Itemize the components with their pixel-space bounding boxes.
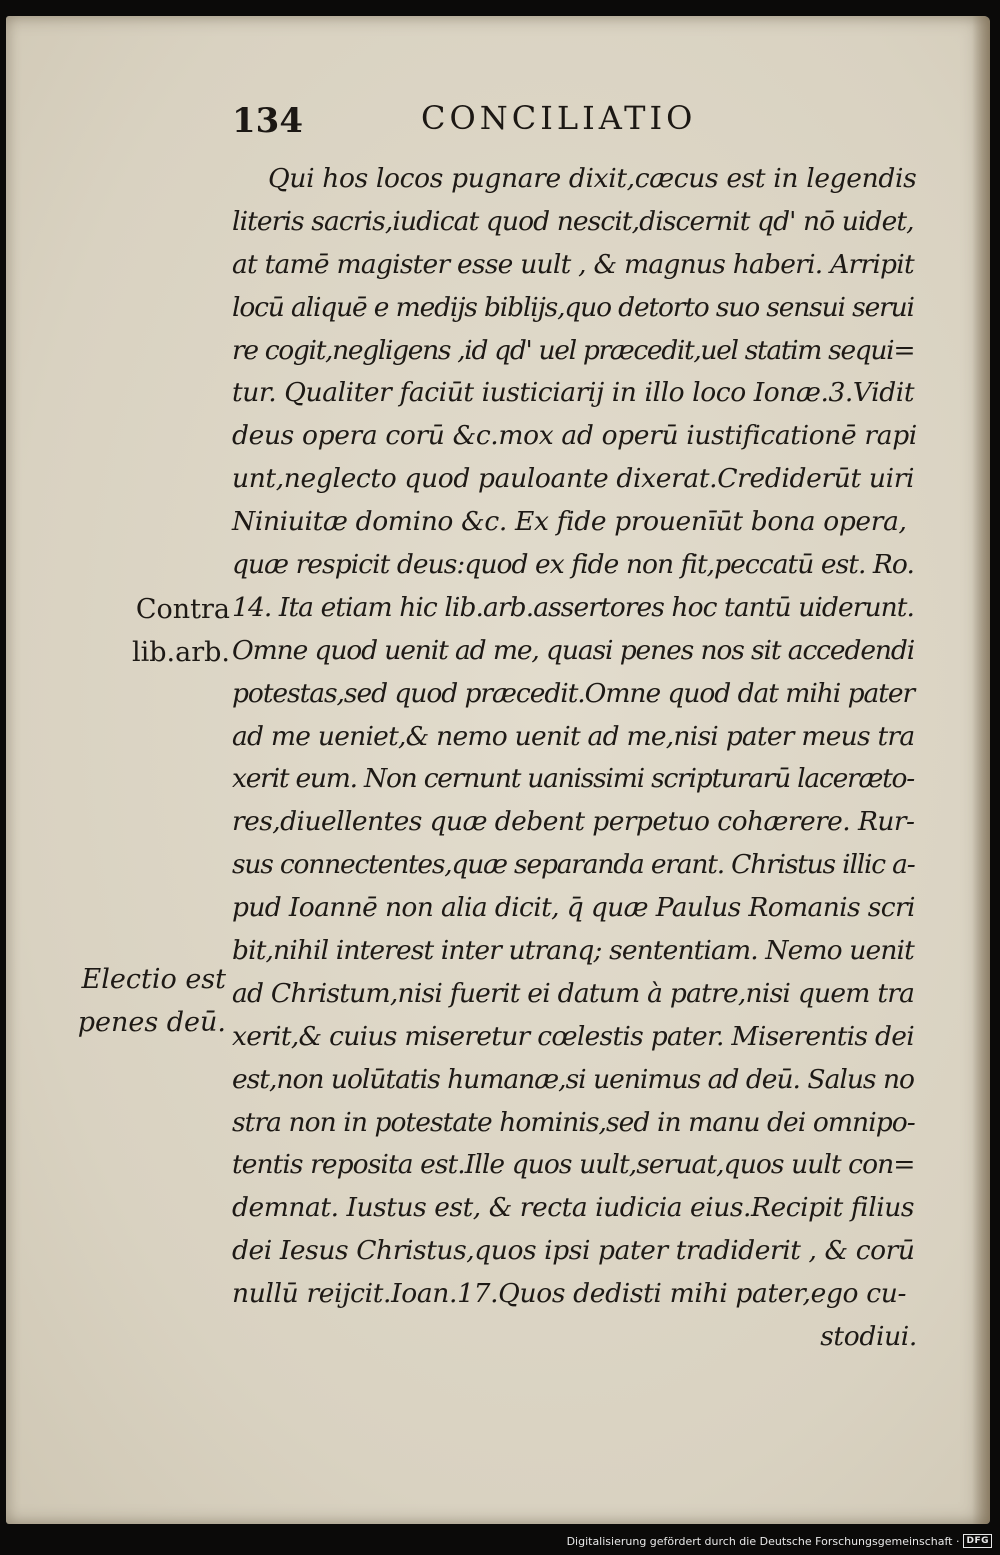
- credit-text: Digitalisierung gefördert durch die Deutsche Forschungsgemeinschaft ·: [566, 1534, 960, 1548]
- page-edge-shadow: [972, 16, 990, 1524]
- text-line: Omne quod uenit ad me, quasi penes nos sit accedendi: [232, 634, 915, 666]
- text-line: est,non uolūtatis humanæ,si uenimus ad deū. Salus no: [232, 1063, 914, 1095]
- text-line: bit,nihil interest inter utranq; sententiam. Nemo uenit: [232, 935, 914, 967]
- margin-note-line: Electio est: [81, 964, 226, 995]
- text-line: re cogit,negligens ,id qd' uel præcedit,uel statim sequi=: [232, 334, 915, 366]
- running-head: [225, 95, 725, 145]
- text-line: xerit eum. Non cernunt uanissimi scripturarū laceræto-: [232, 763, 914, 795]
- margin-note-contra: [110, 588, 230, 674]
- text-line: Niniuitæ domino &c. Ex fide prouenīūt bona opera,: [232, 506, 907, 538]
- text-line: ad me ueniet,& nemo uenit ad me,nisi pater meus tra: [232, 720, 915, 752]
- margin-note-line: lib.arb.: [131, 637, 230, 668]
- text-line: tentis reposita est.Ille quos uult,seruat,quos uult con=: [232, 1149, 915, 1181]
- text-line: tur. Qualiter faciūt iusticiarij in illo loco Ionæ.3.Vidit: [232, 377, 915, 409]
- margin-note-electio: [76, 958, 226, 1044]
- text-line: ad Christum,nisi fuerit ei datum à patre,nisi quem tra: [232, 977, 915, 1009]
- text-line: at tamē magister esse uult , & magnus haberi. Arripit: [232, 248, 914, 280]
- text-line: 14. Ita etiam hic lib.arb.assertores hoc tantū uiderunt.: [232, 591, 914, 623]
- text-line: Qui hos locos pugnare dixit,cæcus est in legendis: [268, 163, 917, 194]
- running-title: CONCILIATIO: [421, 99, 697, 137]
- text-line: deus opera corū &c.mox ad operū iustificationē rapi: [232, 420, 917, 452]
- text-line: quæ respicit deus:quod ex fide non fit,peccatū est. Ro.: [232, 549, 914, 581]
- margin-note-line: Contra: [135, 594, 230, 625]
- text-line: stra non in potestate hominis,sed in manu dei omnipo-: [232, 1106, 915, 1138]
- text-line: sus connectentes,quæ separanda erant. Christus illic a-: [232, 849, 915, 881]
- text-line: xerit,& cuius miseretur cœlestis pater. Miserentis dei: [232, 1020, 914, 1052]
- text-line: nullū reijcit.Ioan.17.Quos dedisti mihi pater,ego cu-: [232, 1278, 907, 1310]
- text-line: pud Ioannē non alia dicit, q̄ quæ Paulus Romanis scri: [232, 892, 915, 924]
- text-line: unt,neglecto quod pauloante dixerat.Crediderūt uiri: [232, 463, 915, 495]
- page-number: 134: [232, 101, 303, 141]
- body-text: [232, 158, 917, 1359]
- text-line: dei Iesus Christus,quos ipsi pater tradiderit , & corū: [232, 1235, 915, 1267]
- text-line: res,diuellentes quæ debent perpetuo cohærere. Rur-: [232, 806, 915, 838]
- margin-note-line: penes deū.: [77, 1007, 226, 1038]
- digitization-credit: [567, 1531, 992, 1551]
- text-line: locū aliquē e medijs biblijs,quo detorto suo sensui serui: [232, 291, 914, 323]
- text-line: literis sacris,iudicat quod nescit,discernit qd' nō uidet,: [232, 205, 914, 237]
- text-line: potestas,sed quod præcedit.Omne quod dat mihi pater: [232, 677, 915, 709]
- text-line-catchword: stodiui.: [820, 1321, 917, 1353]
- text-line: demnat. Iustus est, & recta iudicia eius.Recipit filius: [232, 1192, 914, 1224]
- dfg-logo: DFG: [963, 1534, 992, 1548]
